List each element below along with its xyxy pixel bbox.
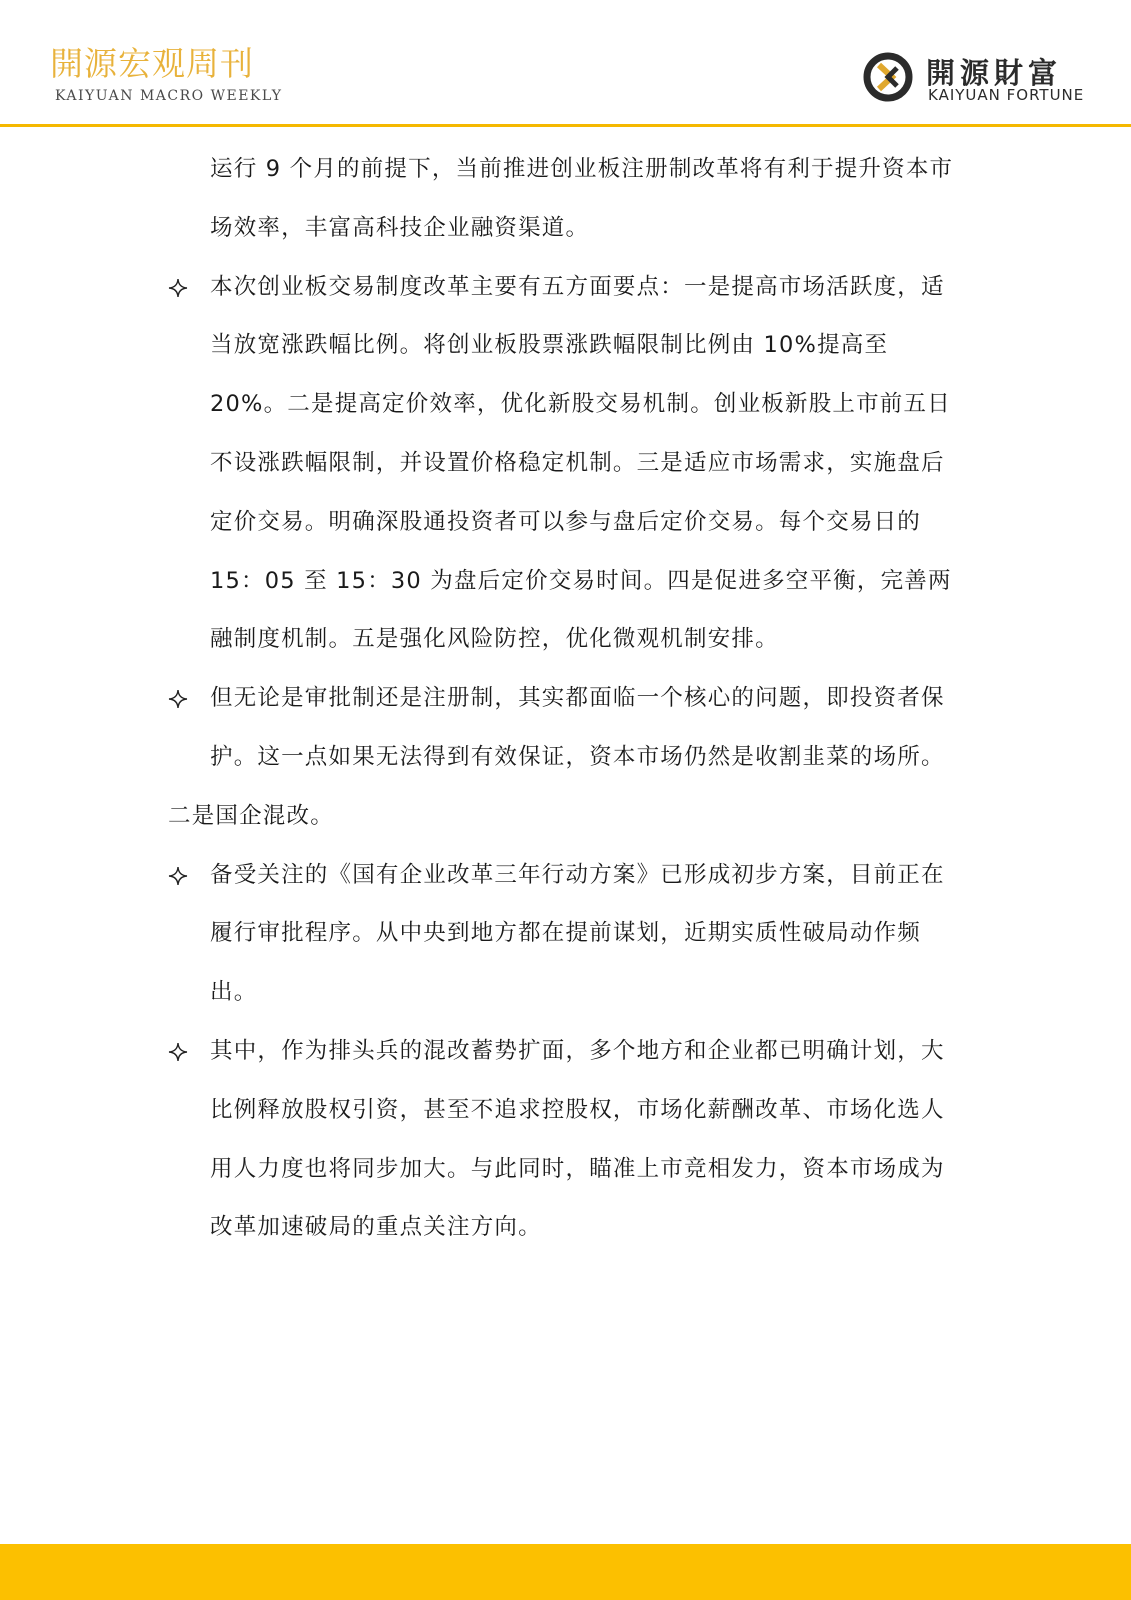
diamond-bullet-icon [168,1042,188,1062]
bullet-text: 本次创业板交易制度改革主要有五方面要点：一是提高市场活跃度，适当放宽涨跌幅比例。将创业板股票涨跌幅限制比例由 10%提高至 20%。二是提高定价效率，优化新股交易机制。创业板新股上市前五日不设涨跌幅限制，并设置价格稳定机制。三是适应市场需求，实施盘后定价交易。明确深股通投资者可以参与盘后定价交易。每个交易日的 15：05 至 15：30 为盘后定价交易时间。四是促进多空平衡，完善两融制度机制。五是强化风险防控，优化微观机制安排。 [210,273,952,653]
footer-band [0,1544,1131,1600]
bullet-item [168,1022,968,1257]
publication-title: 開源宏观周刊 [50,44,254,83]
diamond-bullet-icon [168,866,188,886]
heading-text: 二是国企混改。 [168,802,334,829]
continuation-paragraph [168,140,968,258]
logo-mark-icon [862,51,914,103]
logo-chinese-name: 開源財富 [926,56,1063,90]
diamond-bullet-icon [168,278,188,298]
page-header [0,0,1131,128]
header-rule [0,124,1131,127]
logo-english-name: KAIYUAN FORTUNE [928,86,1085,104]
body-content [168,140,968,1257]
bullet-text: 其中，作为排头兵的混改蓄势扩面，多个地方和企业都已明确计划，大比例释放股权引资，甚至不追求控股权，市场化薪酬改革、市场化选人用人力度也将同步加大。与此同时，瞄准上市竞相发力，资本市场成为改革加速破局的重点关注方向。 [210,1037,945,1241]
bullet-text: 但无论是审批制还是注册制，其实都面临一个核心的问题，即投资者保护。这一点如果无法得到有效保证，资本市场仍然是收割韭菜的场所。 [210,685,945,770]
bullet-text: 备受关注的《国有企业改革三年行动方案》已形成初步方案，目前正在履行审批程序。从中央到地方都在提前谋划，近期实质性破局动作频出。 [210,861,945,1006]
bullet-item [168,258,968,670]
publication-subtitle: KAIYUAN MACRO WEEKLY [55,88,283,104]
diamond-bullet-icon [168,689,188,709]
section-heading [168,787,968,846]
company-logo [862,48,1092,108]
bullet-item [168,846,968,1022]
bullet-item [168,669,968,787]
paragraph-text: 运行 9 个月的前提下，当前推进创业板注册制改革将有利于提升资本市场效率，丰富高科技企业融资渠道。 [210,156,954,241]
